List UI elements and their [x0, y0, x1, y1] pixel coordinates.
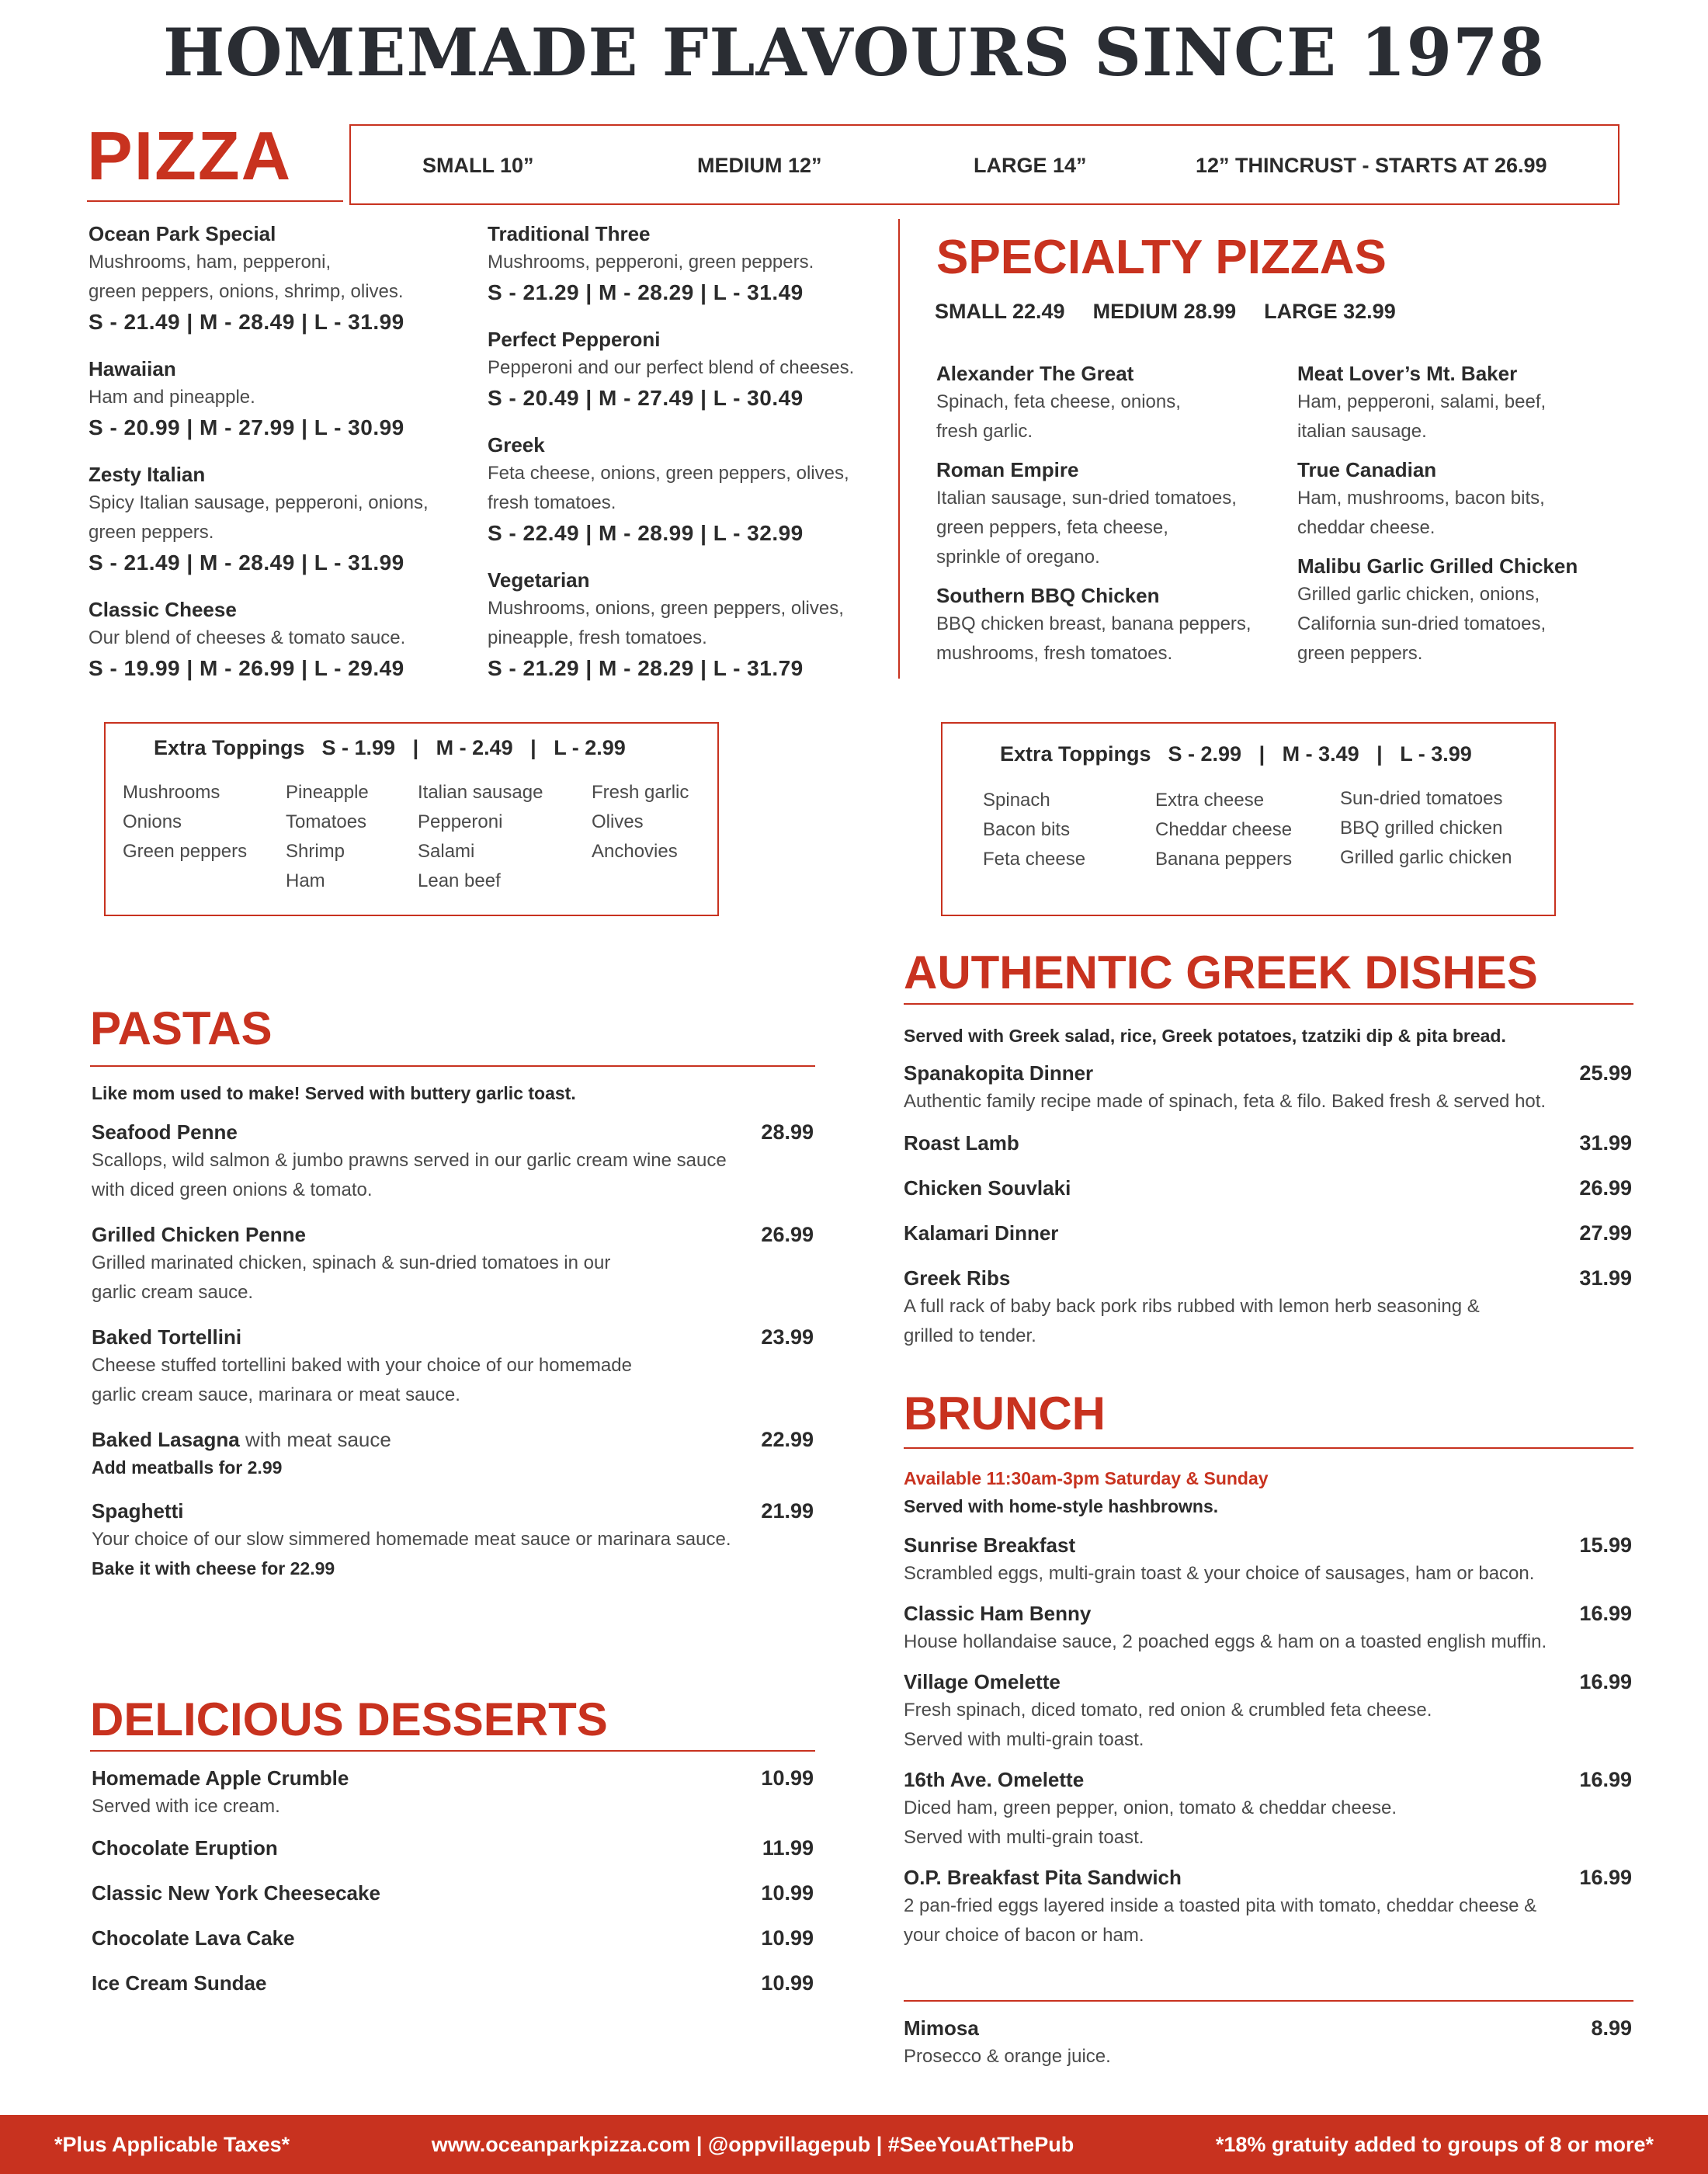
mimosa-item: [904, 2014, 1632, 2072]
specialty-desc: Ham, pepperoni, salami, beef,: [1297, 391, 1547, 412]
menu-item: [92, 1764, 814, 1822]
topping: Lean beef: [418, 870, 501, 891]
specialty-desc: italian sausage.: [1297, 421, 1427, 442]
item-desc: Diced ham, green pepper, onion, tomato & cheddar cheese.: [904, 1797, 1397, 1818]
pizza-prices: S - 21.49 | M - 28.49 | L - 31.99: [89, 550, 404, 575]
pizza-toppings-box: [104, 722, 719, 916]
column-divider: [898, 219, 900, 679]
toppings-column: [418, 778, 543, 896]
menu-item: [92, 1426, 814, 1481]
item-price: 10.99: [761, 1766, 814, 1790]
desserts-section-title: DELICIOUS DESSERTS: [90, 1693, 608, 1745]
specialty-name: Southern BBQ Chicken: [936, 584, 1160, 607]
item-name: Spanakopita Dinner: [904, 1061, 1094, 1085]
specialty-desc: Italian sausage, sun-dried tomatoes,: [936, 488, 1237, 509]
item-desc: A full rack of baby back pork ribs rubbed with lemon herb seasoning &: [904, 1296, 1480, 1317]
brunch-section-title: BRUNCH: [904, 1387, 1106, 1439]
specialty-item: [936, 456, 1278, 572]
topping: Banana peppers: [1155, 849, 1293, 870]
item-price: 27.99: [1579, 1221, 1632, 1245]
specialty-desc: California sun-dried tomatoes,: [1297, 613, 1547, 634]
item-price: 16.99: [1579, 1768, 1632, 1791]
item-desc: Scallops, wild salmon & jumbo prawns served in our garlic cream wine sauce: [92, 1150, 727, 1171]
item-name: Seafood Penne: [92, 1120, 238, 1144]
specialty-size-large: LARGE 32.99: [1264, 300, 1396, 323]
menu-item: [92, 1497, 814, 1582]
toppings-label: Extra Toppings: [1000, 742, 1151, 766]
specialty-toppings-box: [941, 722, 1556, 916]
brunch-intro: Served with home-style hashbrowns.: [904, 1496, 1219, 1516]
toppings-column: [1155, 786, 1292, 874]
item-desc: garlic cream sauce, marinara or meat sauce.: [92, 1384, 460, 1405]
specialty-desc: green peppers.: [1297, 643, 1423, 664]
item-desc: Served with multi-grain toast.: [904, 1729, 1144, 1750]
topping: Green peppers: [123, 841, 248, 862]
specialty-name: Meat Lover’s Mt. Baker: [1297, 362, 1518, 385]
toppings-column: [286, 778, 369, 896]
topping: Ham: [286, 870, 325, 891]
toppings-column: [123, 778, 247, 866]
pizza-desc: Pepperoni and our perfect blend of cheeses.: [488, 357, 855, 378]
item-desc: Cheese stuffed tortellini baked with your choice of our homemade: [92, 1355, 632, 1376]
item-name: Classic New York Cheesecake: [92, 1881, 380, 1905]
item-price: 10.99: [761, 1971, 814, 1995]
item-price: 26.99: [761, 1223, 814, 1246]
pizza-name: Perfect Pepperoni: [488, 328, 661, 351]
item-desc: 2 pan-fried eggs layered inside a toasted pita with tomato, cheddar cheese &: [904, 1895, 1537, 1916]
specialty-desc: green peppers, feta cheese,: [936, 517, 1168, 538]
specialty-column-right: [1297, 359, 1639, 678]
topping: Bacon bits: [983, 819, 1071, 840]
pizza-desc: Mushrooms, pepperoni, green peppers.: [488, 252, 814, 273]
item-price: 26.99: [1579, 1176, 1632, 1200]
topping: Pineapple: [286, 782, 369, 803]
specialty-name: Alexander The Great: [936, 362, 1134, 385]
item-name: Chicken Souvlaki: [904, 1176, 1071, 1200]
pizza-desc: pineapple, fresh tomatoes.: [488, 627, 707, 648]
item-name-text: Baked Lasagna: [92, 1428, 240, 1451]
menu-item: [904, 1174, 1632, 1202]
specialty-desc: sprinkle of oregano.: [936, 547, 1100, 568]
pizza-prices: S - 21.49 | M - 28.49 | L - 31.99: [89, 310, 404, 334]
toppings-column: [1340, 784, 1512, 873]
pizza-name: Greek: [488, 433, 545, 457]
specialty-sizes: [935, 300, 1396, 324]
item-name: Kalamari Dinner: [904, 1221, 1059, 1245]
item-name: O.P. Breakfast Pita Sandwich: [904, 1866, 1182, 1889]
menu-item: [92, 1924, 814, 1952]
item-name: Baked Tortellini: [92, 1325, 242, 1349]
item-price: 21.99: [761, 1499, 814, 1523]
pizza-item: [89, 220, 461, 338]
item-price: 25.99: [1579, 1061, 1632, 1085]
item-desc: Grilled marinated chicken, spinach & sun-dried tomatoes in our: [92, 1252, 611, 1273]
specialty-desc: BBQ chicken breast, banana peppers,: [936, 613, 1251, 634]
menu-item: [92, 1323, 814, 1410]
item-price: 16.99: [1579, 1602, 1632, 1625]
greek-rule: [904, 1003, 1633, 1005]
menu-item: [904, 1219, 1632, 1247]
pizza-desc: Spicy Italian sausage, pepperoni, onions,: [89, 492, 429, 513]
pizza-name: Ocean Park Special: [89, 222, 276, 245]
specialty-desc: mushrooms, fresh tomatoes.: [936, 643, 1173, 664]
item-name: Grilled Chicken Penne: [92, 1223, 306, 1246]
pizza-prices: S - 20.99 | M - 27.99 | L - 30.99: [89, 415, 404, 439]
pizza-item: [488, 325, 884, 414]
pizza-prices: S - 21.29 | M - 28.29 | L - 31.49: [488, 280, 804, 304]
greek-intro: Served with Greek salad, rice, Greek potatoes, tzatziki dip & pita bread.: [904, 1026, 1506, 1046]
topping: Feta cheese: [983, 849, 1086, 870]
topping: BBQ grilled chicken: [1340, 818, 1503, 839]
item-desc: your choice of bacon or ham.: [904, 1925, 1144, 1946]
greek-list: [904, 1022, 1632, 1367]
item-price: 15.99: [1579, 1533, 1632, 1557]
pizza-title-underline: [87, 200, 343, 202]
item-price: 8.99: [1591, 2016, 1632, 2040]
menu-item: [92, 1969, 814, 1997]
pizza-prices: S - 22.49 | M - 28.99 | L - 32.99: [488, 521, 804, 545]
footer-links[interactable]: www.oceanparkpizza.com | @oppvillagepub | #SeeYouAtThePub: [431, 2132, 1074, 2156]
specialty-section-title: SPECIALTY PIZZAS: [936, 231, 1387, 284]
specialty-name: Roman Empire: [936, 458, 1079, 481]
pizza-desc: Mushrooms, onions, green peppers, olives,: [488, 598, 844, 619]
pastas-section-title: PASTAS: [90, 1002, 273, 1054]
toppings-label: Extra Toppings: [154, 736, 305, 759]
topping: Sun-dried tomatoes: [1340, 788, 1503, 809]
topping: Olives: [592, 811, 644, 832]
pizza-desc: green peppers.: [89, 522, 214, 543]
toppings-prices: S - 2.99 | M - 3.49 | L - 3.99: [1168, 742, 1472, 766]
toppings-header: [154, 736, 626, 760]
item-name: Mimosa: [904, 2016, 979, 2040]
pizza-desc: Mushrooms, ham, pepperoni,: [89, 252, 332, 273]
pizza-item: [89, 355, 461, 443]
pizza-name: Hawaiian: [89, 357, 176, 380]
item-note: Add meatballs for 2.99: [92, 1457, 283, 1478]
topping: Italian sausage: [418, 782, 543, 803]
desserts-rule: [90, 1750, 815, 1752]
pizza-name: Vegetarian: [488, 568, 590, 592]
pizza-column-left: [89, 220, 461, 701]
menu-item: [92, 1879, 814, 1907]
item-desc: House hollandaise sauce, 2 poached eggs & ham on a toasted english muffin.: [904, 1631, 1547, 1652]
specialty-item: [1297, 552, 1639, 669]
pizza-item: [488, 220, 884, 308]
pizza-prices: S - 21.29 | M - 28.29 | L - 31.79: [488, 656, 804, 680]
item-name: Classic Ham Benny: [904, 1602, 1092, 1625]
topping: Fresh garlic: [592, 782, 689, 803]
specialty-name: Malibu Garlic Grilled Chicken: [1297, 554, 1578, 578]
page-title: HOMEMADE FLAVOURS SINCE 1978: [162, 14, 1546, 91]
item-desc: garlic cream sauce.: [92, 1282, 254, 1303]
desserts-list: [92, 1764, 814, 2014]
item-name: Chocolate Eruption: [92, 1836, 278, 1860]
pastas-rule: [90, 1065, 815, 1067]
item-desc: Scrambled eggs, multi-grain toast & your choice of sausages, ham or bacon.: [904, 1563, 1535, 1584]
item-desc: Authentic family recipe made of spinach, feta & filo. Baked fresh & served hot.: [904, 1091, 1547, 1112]
menu-item: [92, 1834, 814, 1862]
topping: Onions: [123, 811, 182, 832]
topping: Spinach: [983, 790, 1050, 811]
pizza-desc: fresh tomatoes.: [488, 492, 616, 513]
specialty-item: [1297, 359, 1639, 446]
pizza-name: Traditional Three: [488, 222, 651, 245]
item-desc: with diced green onions & tomato.: [92, 1179, 373, 1200]
item-desc: grilled to tender.: [904, 1325, 1036, 1346]
pizza-name: Classic Cheese: [89, 598, 237, 621]
brunch-list: [904, 1464, 1632, 1961]
topping: Salami: [418, 841, 475, 862]
item-price: 16.99: [1579, 1866, 1632, 1889]
menu-item: [904, 1531, 1632, 1589]
pastas-intro: Like mom used to make! Served with buttery garlic toast.: [92, 1083, 576, 1103]
specialty-column-left: [936, 359, 1278, 678]
pizza-desc: Feta cheese, onions, green peppers, olives,: [488, 463, 849, 484]
menu-item: [904, 1129, 1632, 1157]
item-desc: Prosecco & orange juice.: [904, 2046, 1111, 2067]
specialty-desc: fresh garlic.: [936, 421, 1033, 442]
pizza-prices: S - 20.49 | M - 27.49 | L - 30.49: [488, 386, 804, 410]
menu-item: [92, 1221, 814, 1308]
size-medium: MEDIUM 12”: [697, 154, 822, 177]
pastas-list: [92, 1079, 814, 1598]
footer-gratuity: *18% gratuity added to groups of 8 or more*: [1215, 2132, 1654, 2156]
footer-taxes: *Plus Applicable Taxes*: [54, 2132, 290, 2156]
item-name: 16th Ave. Omelette: [904, 1768, 1085, 1791]
specialty-desc: Spinach, feta cheese, onions,: [936, 391, 1181, 412]
item-desc: Served with multi-grain toast.: [904, 1827, 1144, 1848]
pizza-prices: S - 19.99 | M - 26.99 | L - 29.49: [89, 656, 404, 680]
menu-item: [904, 1264, 1632, 1351]
specialty-item: [1297, 456, 1639, 543]
menu-item: [904, 1599, 1632, 1657]
specialty-name: True Canadian: [1297, 458, 1437, 481]
mimosa-rule: [904, 2000, 1633, 2002]
item-name: Roast Lamb: [904, 1131, 1019, 1155]
item-price: 22.99: [761, 1428, 814, 1451]
topping: Cheddar cheese: [1155, 819, 1293, 840]
size-large: LARGE 14”: [974, 154, 1087, 177]
pizza-section-title: PIZZA: [87, 117, 293, 194]
item-desc: Fresh spinach, diced tomato, red onion & crumbled feta cheese.: [904, 1700, 1432, 1721]
item-name: Homemade Apple Crumble: [92, 1766, 349, 1790]
pizza-desc: green peppers, onions, shrimp, olives.: [89, 281, 404, 302]
item-price: 10.99: [761, 1881, 814, 1905]
greek-section-title: AUTHENTIC GREEK DISHES: [904, 946, 1538, 998]
toppings-prices: S - 1.99 | M - 2.49 | L - 2.99: [321, 736, 626, 759]
topping: Shrimp: [286, 841, 345, 862]
item-desc: Your choice of our slow simmered homemade meat sauce or marinara sauce.: [92, 1529, 731, 1550]
topping: Mushrooms: [123, 782, 220, 803]
pizza-desc: Our blend of cheeses & tomato sauce.: [89, 627, 406, 648]
item-name: Spaghetti: [92, 1499, 184, 1523]
pizza-item: [488, 431, 884, 549]
brunch-availability: Available 11:30am-3pm Saturday & Sunday: [904, 1468, 1269, 1488]
item-name: Ice Cream Sundae: [92, 1971, 267, 1995]
specialty-item: [936, 359, 1278, 446]
specialty-size-small: SMALL 22.49: [935, 300, 1065, 323]
pizza-item: [488, 566, 884, 684]
topping: Pepperoni: [418, 811, 503, 832]
specialty-size-medium: MEDIUM 28.99: [1092, 300, 1237, 323]
pizza-column-middle: [488, 220, 884, 701]
pizza-name: Zesty Italian: [89, 463, 206, 486]
size-thincrust: 12” THINCRUST - STARTS AT 26.99: [1196, 154, 1547, 177]
pizza-sizes-box: [349, 124, 1619, 205]
specialty-desc: Grilled garlic chicken, onions,: [1297, 584, 1540, 605]
menu-item: [92, 1118, 814, 1205]
footer-bar: [0, 2115, 1708, 2174]
specialty-item: [936, 582, 1278, 669]
item-price: 28.99: [761, 1120, 814, 1144]
item-price: 16.99: [1579, 1670, 1632, 1693]
topping: Tomatoes: [286, 811, 367, 832]
pizza-item: [89, 460, 461, 578]
item-name: Greek Ribs: [904, 1266, 1011, 1290]
menu-item: [904, 1668, 1632, 1755]
item-price: 11.99: [762, 1836, 814, 1860]
specialty-desc: cheddar cheese.: [1297, 517, 1435, 538]
item-name: [92, 1426, 391, 1453]
item-price: 31.99: [1579, 1131, 1632, 1155]
item-price: 23.99: [761, 1325, 814, 1349]
topping: Grilled garlic chicken: [1340, 847, 1512, 868]
toppings-column: [983, 786, 1085, 874]
item-desc: Served with ice cream.: [92, 1796, 280, 1817]
item-price: 31.99: [1579, 1266, 1632, 1290]
menu-item: [904, 1766, 1632, 1853]
item-price: 10.99: [761, 1926, 814, 1950]
item-name-suffix: with meat sauce: [239, 1428, 391, 1451]
size-small: SMALL 10”: [422, 154, 534, 177]
menu-item: [904, 1059, 1632, 1117]
pizza-desc: Ham and pineapple.: [89, 387, 255, 408]
topping: Extra cheese: [1155, 790, 1265, 811]
toppings-header: [1000, 742, 1472, 766]
item-note: Bake it with cheese for 22.99: [92, 1558, 335, 1578]
item-name: Village Omelette: [904, 1670, 1061, 1693]
menu-item: [904, 1863, 1632, 1950]
item-name: Sunrise Breakfast: [904, 1533, 1076, 1557]
pizza-item: [89, 596, 461, 684]
topping: Anchovies: [592, 841, 678, 862]
toppings-column: [592, 778, 689, 866]
item-name: Chocolate Lava Cake: [92, 1926, 295, 1950]
specialty-desc: Ham, mushrooms, bacon bits,: [1297, 488, 1545, 509]
brunch-rule: [904, 1447, 1633, 1449]
